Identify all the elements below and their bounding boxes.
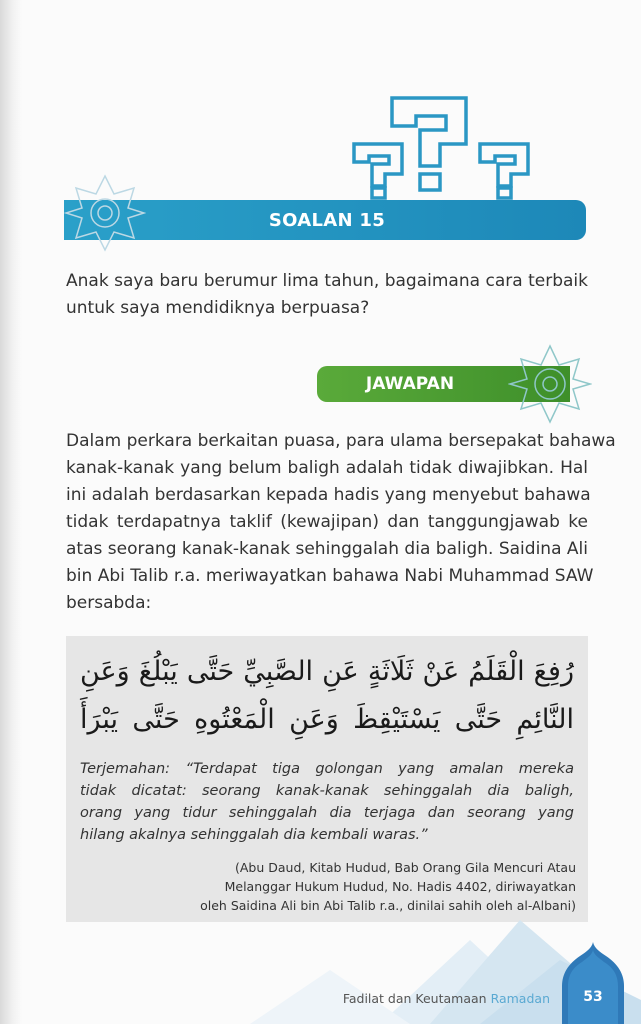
source-line: Melanggar Hukum Hudud, No. Hadis 4402, diriwayatkan — [224, 879, 576, 894]
islamic-star-ornament-icon — [508, 342, 592, 426]
answer-line: Dalam perkara berkaitan puasa, para ulama bersepakat bahawa — [66, 431, 616, 451]
hadith-arabic-line: النَّائِمِ حَتَّى يَسْتَيْقِظَ وَعَنِ الْمَعْتُوهِ حَتَّى يَبْرَأَ — [80, 704, 574, 735]
hadith-box — [66, 636, 588, 922]
answer-line: bersabda: — [66, 593, 152, 613]
hadith-arabic-line: رُفِعَ الْقَلَمُ عَنْ ثَلَاثَةٍ عَنِ الصَّبِيِّ حَتَّى يَبْلُغَ وَعَنِ — [80, 656, 574, 687]
translation-line: tidak dicatat: seorang kanak-kanak sehinggalah dia baligh, — [80, 783, 574, 799]
footer-book-title-accent: Ramadan — [490, 991, 550, 1006]
answer-line: bin Abi Talib r.a. meriwayatkan bahawa Nabi Muhammad SAW — [66, 566, 594, 586]
answer-line: atas seorang kanak-kanak sehinggalah dia baligh. Saidina Ali — [66, 539, 588, 559]
page-number: 53 — [583, 989, 603, 1005]
answer-text — [66, 428, 616, 617]
answer-title: JAWAPAN — [365, 374, 455, 394]
source-line: oleh Saidina Ali bin Abi Talib r.a., dinilai sahih oleh al-Albani) — [200, 898, 576, 913]
question-marks-graphic — [340, 86, 540, 201]
answer-line: tidak terdapatnya taklif (kewajipan) dan tanggungjawab ke — [66, 512, 588, 532]
hadith-translation — [80, 758, 574, 846]
question-text: Anak saya baru berumur lima tahun, bagaimana cara terbaik untuk saya mendidiknya berpuasa? — [66, 271, 588, 318]
footer-book-title — [300, 989, 550, 1009]
islamic-star-ornament-icon — [64, 172, 146, 254]
mosque-dome-page-badge — [556, 940, 630, 1024]
source-line: (Abu Daud, Kitab Hudud, Bab Orang Gila Mencuri Atau — [234, 860, 576, 875]
translation-line: orang yang tidur sehinggalah dia terjaga dan seorang yang — [80, 805, 574, 821]
question-title: SOALAN 15 — [268, 210, 386, 231]
footer-book-title-main: Fadilat dan Keutamaan — [342, 991, 491, 1006]
page-binding-edge — [0, 0, 22, 1024]
translation-line: Terjemahan: “Terdapat tiga golongan yang amalan mereka — [80, 761, 574, 777]
translation-line: hilang akalnya sehinggalah dia kembali waras.” — [80, 827, 428, 843]
answer-line: kanak-kanak yang belum baligh adalah tidak diwajibkan. Hal — [66, 458, 588, 478]
answer-line: ini adalah berdasarkan kepada hadis yang menyebut bahawa — [66, 485, 591, 505]
